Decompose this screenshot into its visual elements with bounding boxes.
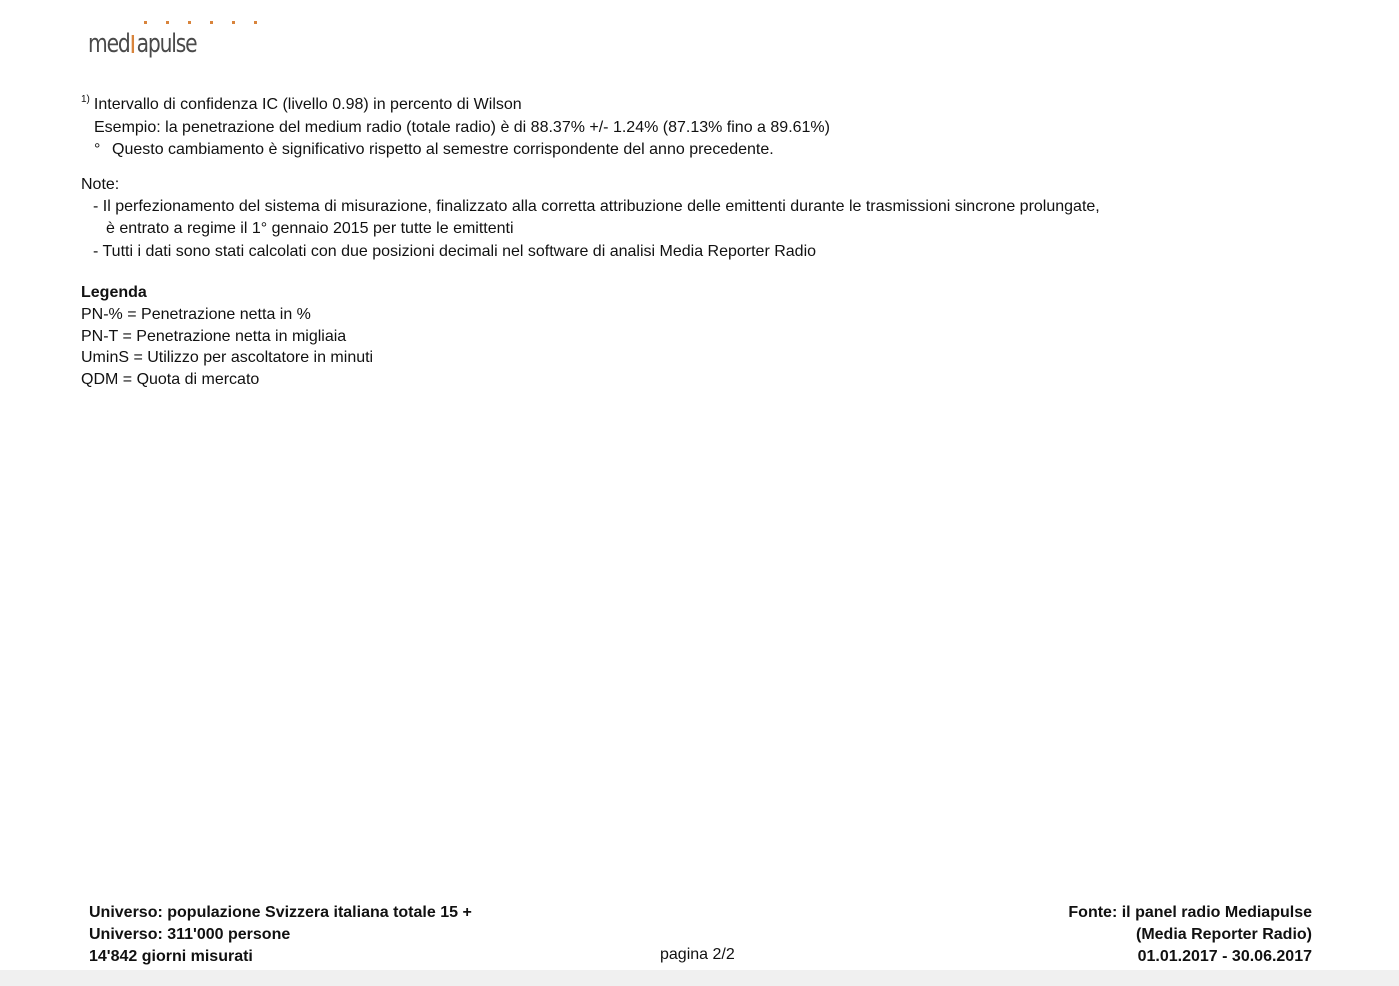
footer-left-line: Universo: 311'000 persone [89,926,291,943]
logo-dot [144,21,147,24]
logo-dot [188,21,191,24]
footnote-title-line [81,95,522,117]
footnote-example: Esempio: la penetrazione del medium radio (totale radio) è di 88.37% +/- 1.24% (87.13% fino a 89.61%) [94,119,830,136]
footnote-marker: 1) [81,94,90,105]
notes-heading: Note: [81,176,120,193]
note-item: è entrato a regime il 1° gennaio 2015 per tutte le emittenti [106,220,514,237]
footer-source-info [1068,902,1312,968]
page-number: pagina 2/2 [660,946,735,963]
footer-right-line: Fonte: il panel radio Mediapulse [1068,904,1312,921]
legend-entry: QDM = Quota di mercato [81,371,260,388]
logo-dot [210,21,213,24]
logo-dot [232,21,235,24]
footer-left-line: Universo: populazione Svizzera italiana totale 15 + [89,904,472,921]
legend-entry: PN-T = Penetrazione netta in migliaia [81,328,347,345]
significance-line [94,140,774,160]
note-item: - Il perfezionamento del sistema di misurazione, finalizzato alla corretta attribuzione delle emittenti durante le trasmissioni sincrone prolungate, [93,198,1100,215]
logo-dot [166,21,169,24]
mediapulse-logo [88,18,228,60]
footer-left-line: 14'842 giorni misurati [89,948,253,965]
significance-marker: ° [94,141,101,158]
footer-universe-info [89,902,472,968]
logo-text-before: med [88,29,130,59]
logo-dot [254,21,257,24]
legend-entry: PN-% = Penetrazione netta in % [81,306,311,323]
significance-text: Questo cambiamento è significativo rispetto al semestre corrispondente del anno precedente. [112,141,774,158]
footer-right-line: 01.01.2017 - 30.06.2017 [1137,948,1312,965]
note-item: - Tutti i dati sono stati calcolati con due posizioni decimali nel software di analisi Media Reporter Radio [93,243,817,260]
footnote-title: Intervallo di confidenza IC (livello 0.98) in percento di Wilson [93,96,522,113]
footer-right-line: (Media Reporter Radio) [1135,926,1312,943]
page-bottom-edge [0,970,1399,986]
logo-i-bar [132,35,134,53]
legend-heading: Legenda [81,284,147,301]
legend-entry: UminS = Utilizzo per ascoltatore in minuti [81,349,374,366]
logo-wordmark [88,29,196,59]
logo-text-after: apulse [136,29,197,59]
